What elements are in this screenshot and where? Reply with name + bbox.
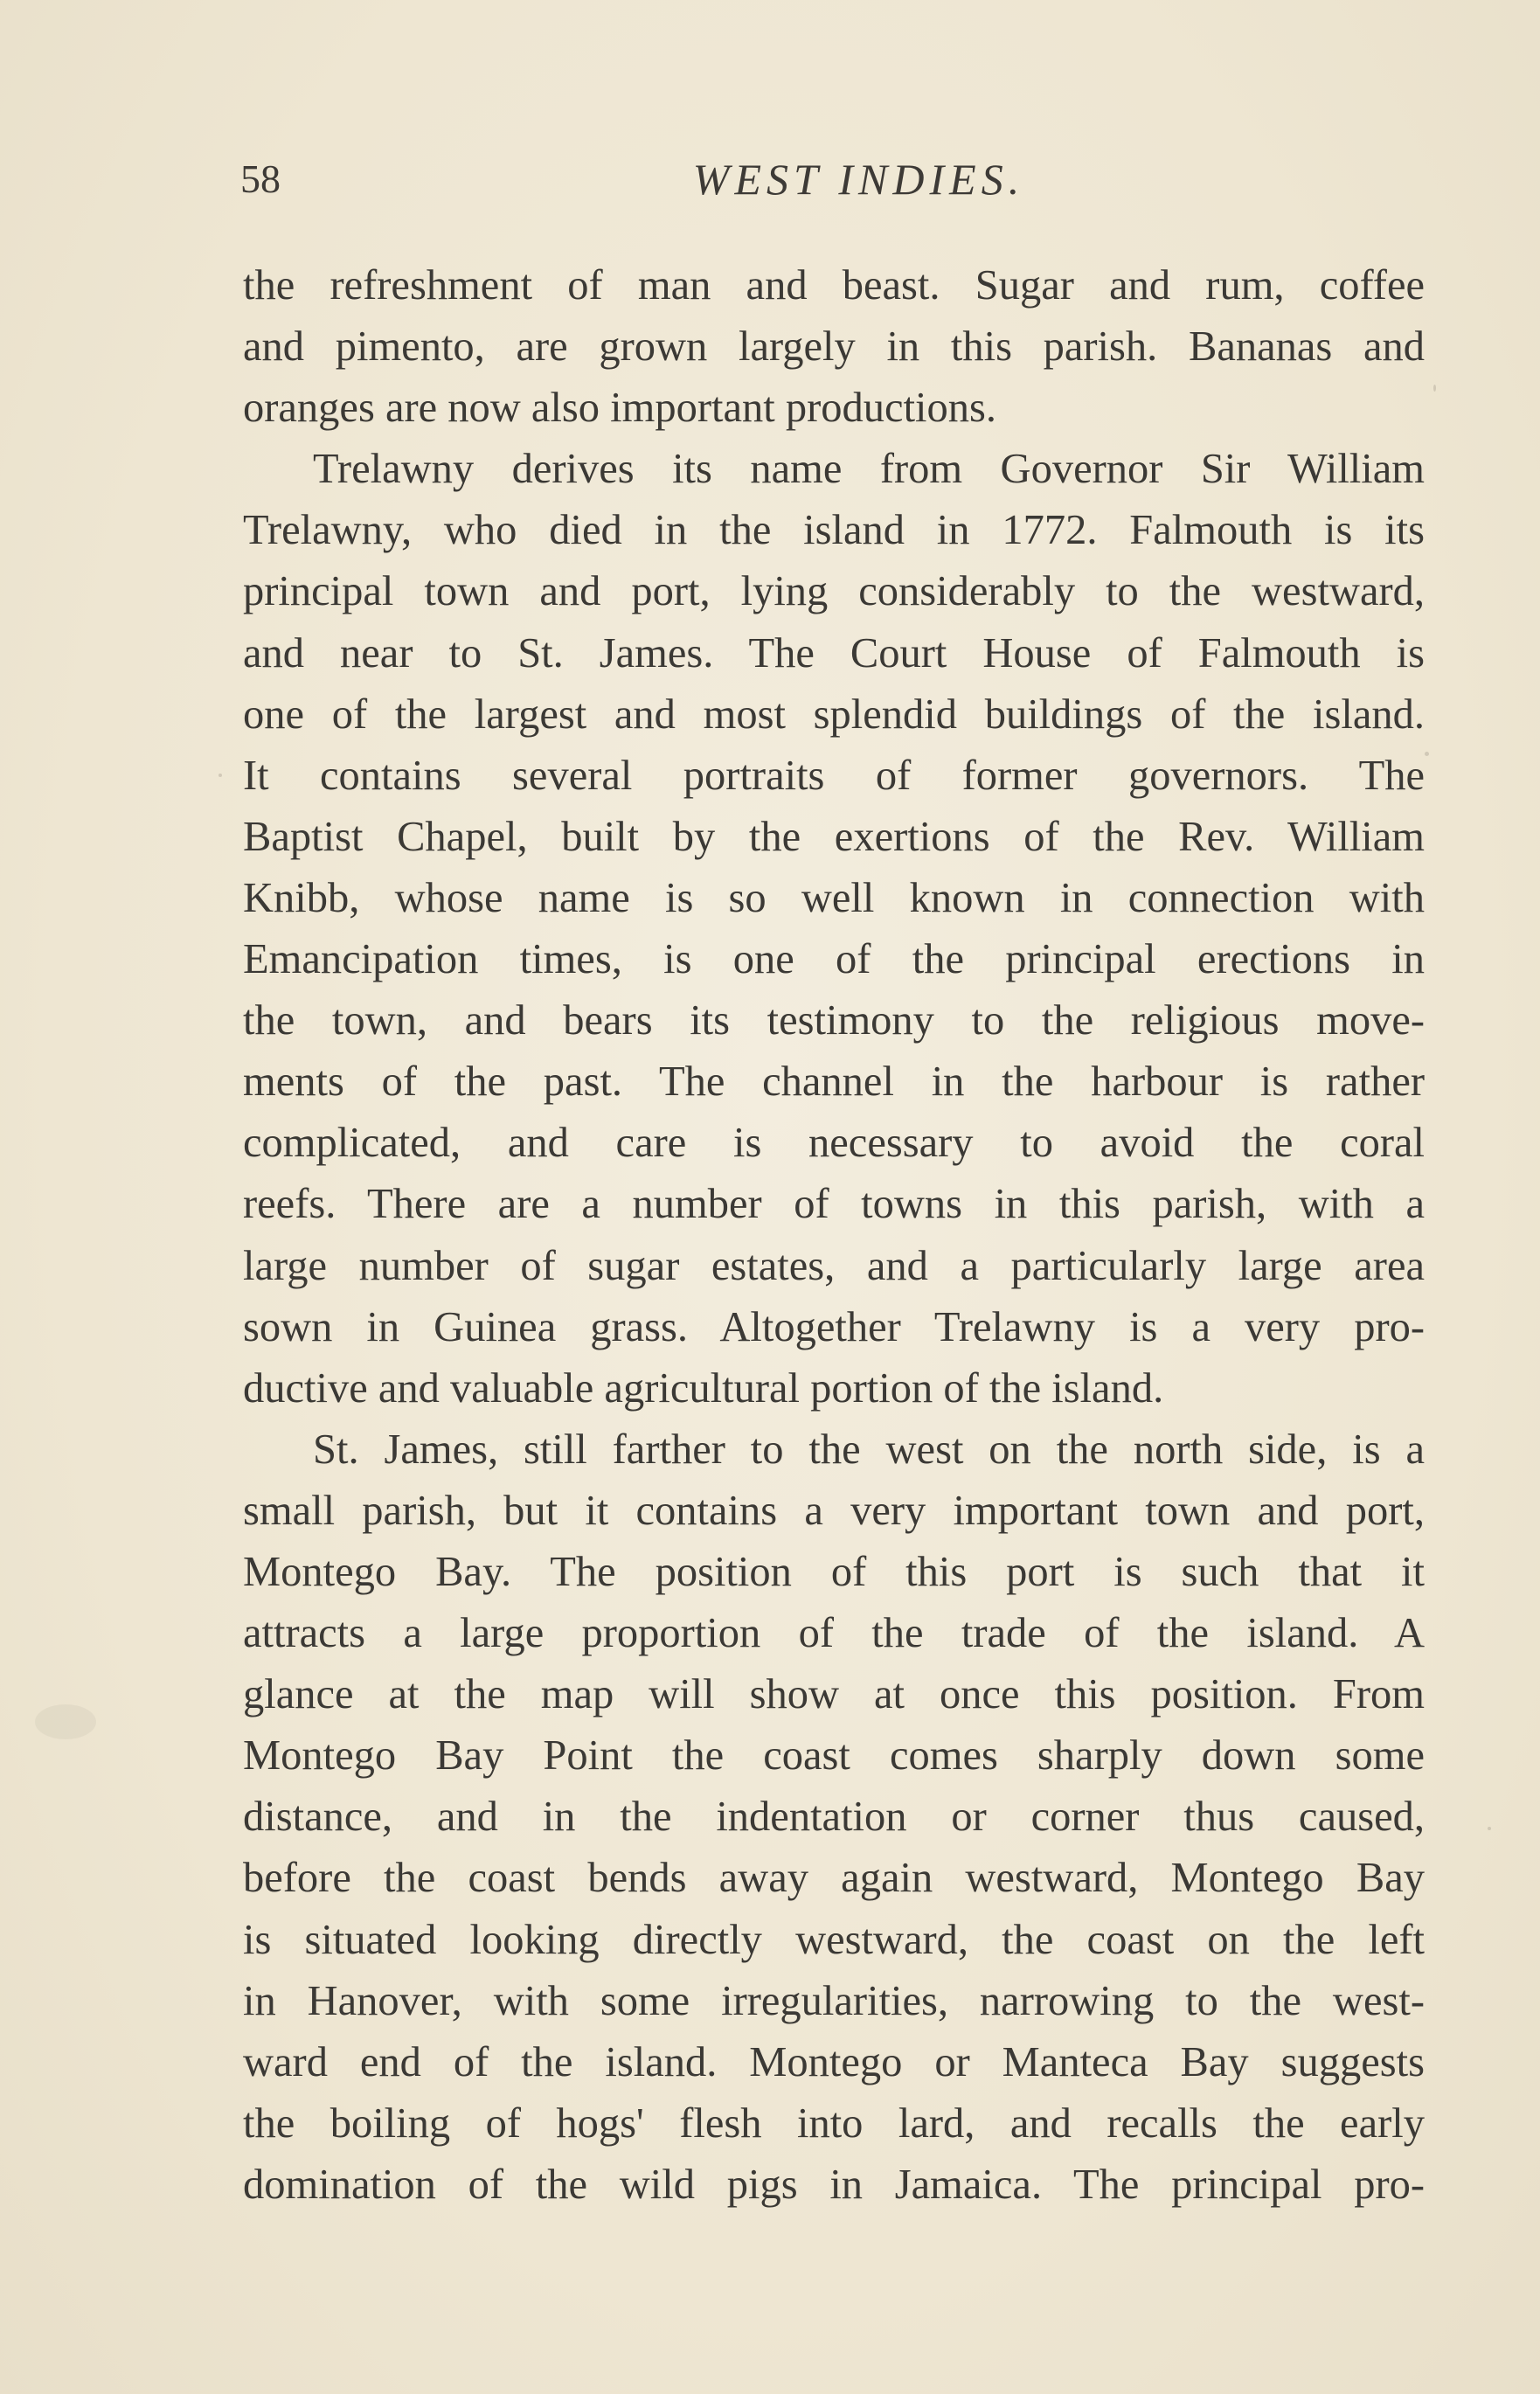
text-line: the town, and bears its testimony to the religious move-	[243, 997, 1425, 1044]
paper-speck	[1425, 752, 1429, 756]
paper-speck	[1433, 385, 1436, 392]
text-line: complicated, and care is necessary to avoid the coral	[243, 1120, 1425, 1167]
paper-speck	[35, 1704, 96, 1739]
text-line: Emancipation times, is one of the principal erections in	[243, 936, 1425, 983]
text-line: and pimento, are grown largely in this parish. Bananas and	[243, 323, 1425, 371]
text-line: reefs. There are a number of towns in this parish, with a	[243, 1181, 1425, 1228]
text-line: attracts a large proportion of the trade of the island. A	[243, 1610, 1425, 1657]
text-line: one of the largest and most splendid buildings of the island.	[243, 690, 1425, 738]
text-line: principal town and port, lying considerably to the westward,	[243, 568, 1425, 615]
text-line: ductive and valuable agricultural portion of the island.	[243, 1364, 1164, 1412]
running-head: WEST INDIES.	[692, 155, 1025, 204]
body-text	[243, 255, 1425, 2216]
page-header	[240, 149, 1425, 210]
paragraph-1	[243, 255, 1425, 439]
text-line: the boiling of hogs' flesh into lard, and recalls the early	[243, 2099, 1425, 2147]
text-line: St. James, still farther to the west on the north side, is a	[313, 1426, 1425, 1473]
text-line: domination of the wild pigs in Jamaica. The principal pro-	[243, 2161, 1425, 2208]
text-line: ments of the past. The channel in the harbour is rather	[243, 1058, 1425, 1106]
paragraph-3	[243, 1419, 1425, 2216]
text-line: Montego Bay. The position of this port is such that it	[243, 1548, 1425, 1595]
text-line: sown in Guinea grass. Altogether Trelawny is a very pro-	[243, 1303, 1425, 1350]
text-line: is situated looking directly westward, the coast on the left	[243, 1916, 1425, 1963]
text-line: Montego Bay Point the coast comes sharply down some	[243, 1732, 1425, 1780]
text-line: Knibb, whose name is so well known in connection with	[243, 874, 1425, 921]
text-line: small parish, but it contains a very important town and port,	[243, 1487, 1425, 1534]
paragraph-2	[243, 439, 1425, 1419]
text-line: glance at the map will show at once this position. From	[243, 1671, 1425, 1718]
text-line: oranges are now also important productions.	[243, 385, 997, 432]
text-line: It contains several portraits of former governors. The	[243, 752, 1425, 799]
text-line: distance, and in the indentation or corner thus caused,	[243, 1794, 1425, 1841]
page-number: 58	[240, 156, 281, 201]
text-line: large number of sugar estates, and a particularly large area	[243, 1242, 1425, 1289]
text-line: ward end of the island. Montego or Manteca Bay suggests	[243, 2038, 1425, 2085]
text-line: in Hanover, with some irregularities, narrowing to the west-	[243, 1977, 1425, 2024]
text-line: and near to St. James. The Court House of Falmouth is	[243, 629, 1425, 677]
text-line: Trelawny, who died in the island in 1772. Falmouth is its	[243, 507, 1425, 554]
text-line: before the coast bends away again westward, Montego Bay	[243, 1855, 1425, 1902]
paper-speck	[219, 774, 222, 777]
text-line: Trelawny derives its name from Governor Sir William	[313, 446, 1425, 493]
text-line: Baptist Chapel, built by the exertions of the Rev. William	[243, 813, 1425, 860]
paper-speck	[1488, 1827, 1491, 1830]
text-line: the refreshment of man and beast. Sugar and rum, coffee	[243, 262, 1425, 309]
